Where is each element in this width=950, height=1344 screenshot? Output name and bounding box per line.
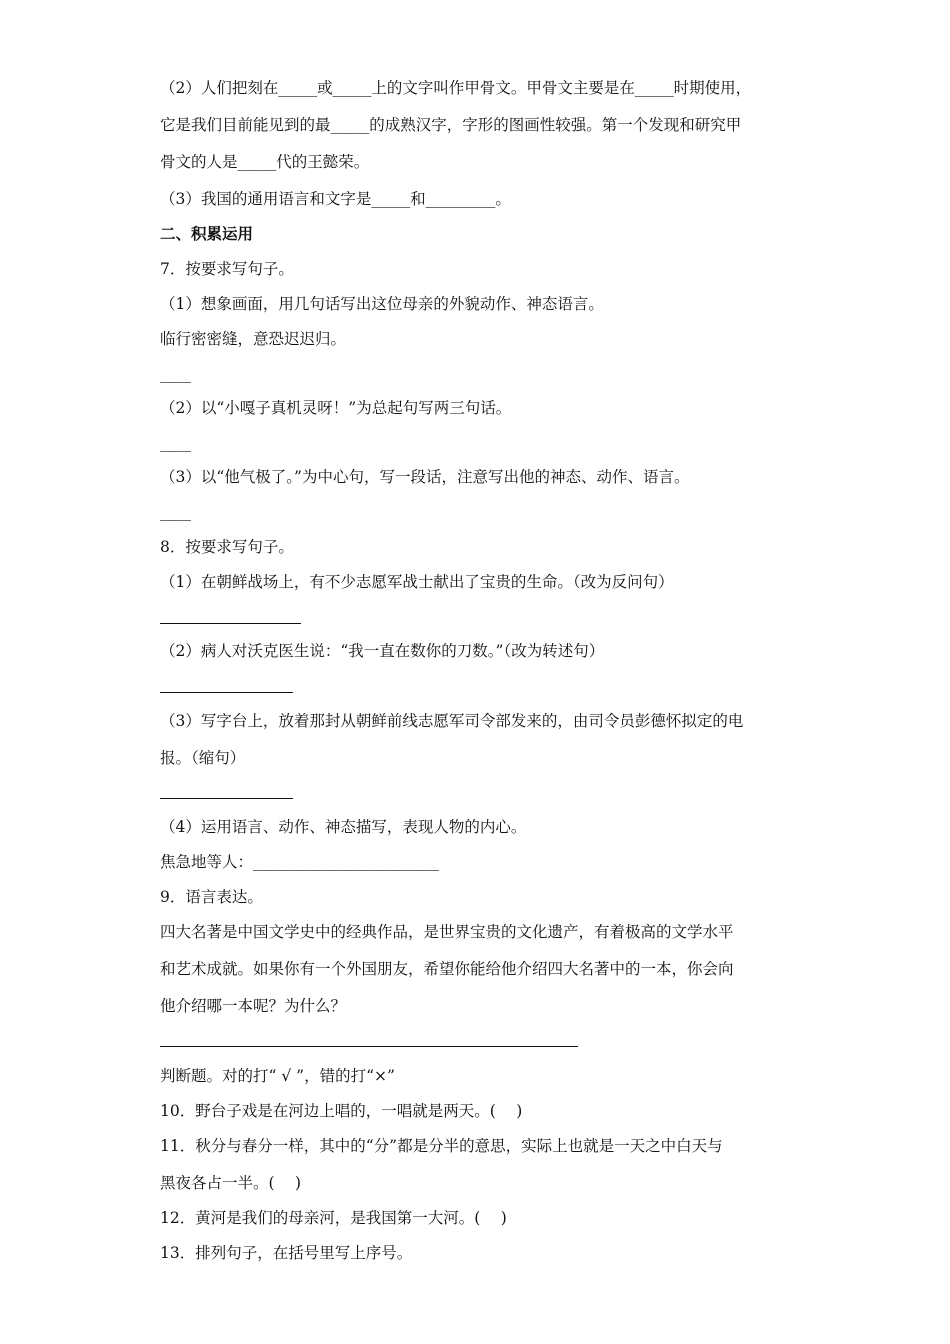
text-line: 判断题。对的打“ √ ”，错的打“×” <box>160 1067 395 1085</box>
text-line: （1）在朝鲜战场上，有不少志愿军战士献出了宝贵的生命。（改为反问句） <box>160 573 674 591</box>
answer-line <box>160 692 293 693</box>
answer-line <box>160 623 301 624</box>
text-line: （2）人们把刻在_____或_____上的文字叫作甲骨文。甲骨文主要是在_____时期使用， <box>160 79 752 97</box>
text-line: 黑夜各占一半。( ) <box>160 1174 302 1192</box>
answer-blank: ____ <box>160 434 191 452</box>
text-line: （1）想象画面，用几句话写出这位母亲的外貌动作、神态语言。 <box>160 295 604 313</box>
question-title: 9．语言表达。 <box>160 888 263 906</box>
question-title: 8．按要求写句子。 <box>160 538 294 556</box>
answer-line <box>160 798 293 799</box>
question-item: 10．野台子戏是在河边上唱的，一唱就是两天。( ) <box>160 1102 523 1120</box>
text-line: （2）以“小嘎子真机灵呀！”为总起句写两三句话。 <box>160 399 512 417</box>
text-line: （3）写字台上，放着那封从朝鲜前线志愿军司令部发来的，由司令员彭德怀拟定的电 <box>160 712 744 730</box>
text-line: 它是我们目前能见到的最_____的成熟汉字，字形的图画性较强。第一个发现和研究甲 <box>160 116 742 134</box>
answer-line <box>160 1046 578 1047</box>
text-line: （3）我国的通用语言和文字是_____和_________。 <box>160 190 511 208</box>
section-heading: 二、积累运用 <box>160 224 254 243</box>
text-line: 焦急地等人：________________________ <box>160 853 440 871</box>
text-line: 报。（缩句） <box>160 749 246 767</box>
text-line: 骨文的人是_____代的王懿荣。 <box>160 153 370 171</box>
text-line: 四大名著是中国文学史中的经典作品，是世界宝贵的文化遗产，有着极高的文学水平 <box>160 923 734 941</box>
question-item: 13．排列句子，在括号里写上序号。 <box>160 1244 413 1262</box>
text-line: 和艺术成就。如果你有一个外国朋友，希望你能给他介绍四大名著中的一本，你会向 <box>160 960 734 978</box>
text-line: （2）病人对沃克医生说：“我一直在数你的刀数。”（改为转述句） <box>160 642 605 660</box>
question-item: 12．黄河是我们的母亲河，是我国第一大河。( ) <box>160 1209 507 1227</box>
text-line: 临行密密缝，意恐迟迟归。 <box>160 330 347 348</box>
question-item: 11．秋分与春分一样，其中的“分”都是分半的意思，实际上也就是一天之中白天与 <box>160 1137 723 1155</box>
answer-blank: ____ <box>160 365 191 383</box>
text-line: （4）运用语言、动作、神态描写，表现人物的内心。 <box>160 818 527 836</box>
text-line: 他介绍哪一本呢？为什么？ <box>160 997 347 1015</box>
text-line: （3）以“他气极了。”为中心句，写一段话，注意写出他的神态、动作、语言。 <box>160 468 690 486</box>
question-title: 7．按要求写句子。 <box>160 260 294 278</box>
answer-blank: ____ <box>160 503 191 521</box>
